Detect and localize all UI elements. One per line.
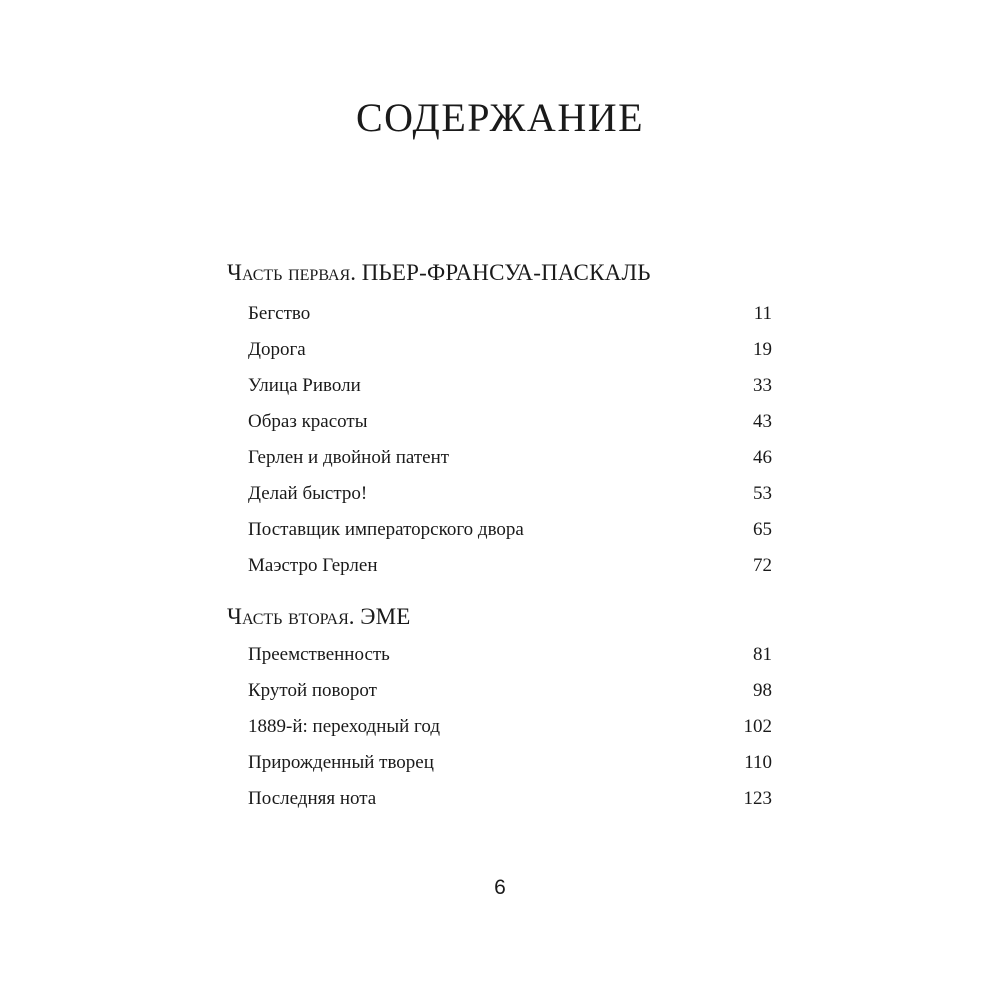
entry-page-number: 46 [753,447,772,468]
toc-part-1 [227,258,787,584]
toc-entry [227,781,787,817]
part-heading [227,602,787,632]
entry-title: Крутой поворот [248,680,377,701]
entry-title: Делай быстро! [248,483,368,504]
toc-part-2 [227,602,787,817]
part-heading [227,258,787,288]
entry-title: 1889-й: переходный год [248,716,440,737]
entry-page-number: 102 [743,716,772,737]
toc-entry [227,512,787,548]
entry-page-number: 123 [743,788,772,809]
entry-title: Преемственность [248,644,390,665]
entry-page-number: 19 [753,339,772,360]
toc-entry [227,296,787,332]
toc-entry [227,673,787,709]
entry-page-number: 81 [753,644,772,665]
entry-title: Маэстро Герлен [248,555,378,576]
toc-entry-list [227,296,787,584]
entry-page-number: 65 [753,519,772,540]
part-prefix: Часть первая. [227,260,356,285]
part-prefix: Часть вторая. [227,604,355,629]
entry-title: Прирожденный творец [248,752,434,773]
entry-title: Улица Риволи [248,375,361,396]
part-name: ПЬЕР-ФРАНСУА-ПАСКАЛЬ [361,260,651,285]
entry-page-number: 98 [753,680,772,701]
toc-entry [227,332,787,368]
entry-title: Бегство [248,303,311,324]
entry-page-number: 110 [744,752,772,773]
entry-title: Образ красоты [248,411,368,432]
toc-entry [227,440,787,476]
toc-entry [227,404,787,440]
entry-page-number: 11 [753,303,772,324]
entry-title: Герлен и двойной патент [248,447,450,468]
entry-title: Поставщик императорского двора [248,519,524,540]
toc-entry-list [227,637,787,817]
page-number: 6 [494,876,506,899]
toc-entry [227,476,787,512]
toc-entry [227,548,787,584]
part-name: ЭМЕ [360,604,411,629]
toc-entry [227,745,787,781]
entry-title: Последняя нота [248,788,377,809]
toc-entry [227,709,787,745]
entry-page-number: 53 [753,483,772,504]
toc-entry [227,637,787,673]
entry-page-number: 72 [753,555,772,576]
entry-title: Дорога [248,339,306,360]
entry-page-number: 43 [753,411,772,432]
page-title: СОДЕРЖАНИЕ [355,95,645,140]
toc-entry [227,368,787,404]
entry-page-number: 33 [753,375,772,396]
